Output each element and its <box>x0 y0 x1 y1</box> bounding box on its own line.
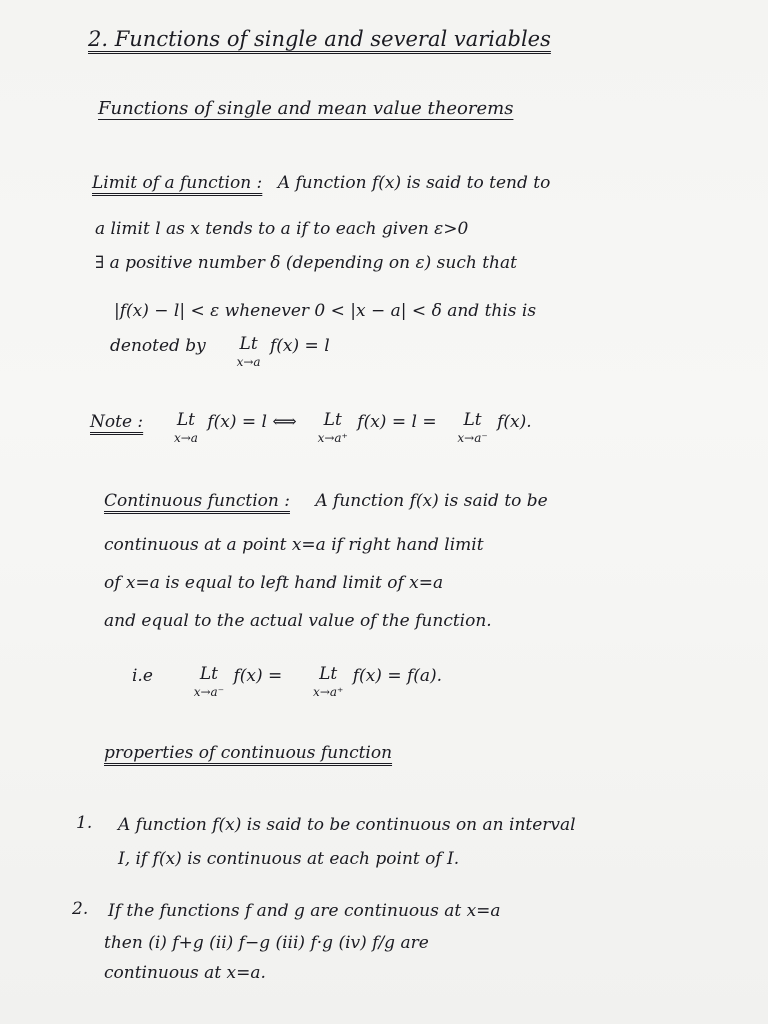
continuous-definition-line-3: of x=a is equal to left hand limit of x=a <box>104 573 444 593</box>
limit-term: Limit of a function : <box>92 173 263 193</box>
property-1-number: 1. <box>76 813 93 833</box>
limit-operator <box>237 336 261 370</box>
note-limit-2-sub: x→a⁺ <box>317 431 348 445</box>
note-limit-2 <box>318 412 348 446</box>
continuous-definition-line-4: and equal to the actual value of the function. <box>104 611 492 631</box>
limit-def-text-1: A function f(x) is said to tend to <box>277 173 551 193</box>
property-2-number: 2. <box>72 899 89 919</box>
limit-definition-line-4: |f(x) − l| < ε whenever 0 < |x − a| < δ and this is <box>114 301 537 321</box>
note-label: Note : <box>90 412 144 432</box>
note-limit-3-top: Lt <box>463 410 482 430</box>
property-2-line-1: If the functions f and g are continuous at x=a <box>108 901 501 921</box>
continuous-term: Continuous function : <box>104 491 290 511</box>
limit-operator-sub: x→a <box>236 355 261 369</box>
limit-definition-line-3: ∃ a positive number δ (depending on ε) such that <box>95 253 517 273</box>
note-limit-3-rhs: f(x). <box>497 412 532 432</box>
property-2-line-2: then (i) f+g (ii) f−g (iii) f·g (iv) f/g are <box>104 933 429 953</box>
continuity-left-limit-rhs: f(x) = <box>233 666 283 686</box>
continuous-definition-line-1 <box>104 490 548 512</box>
note-limit-1-rhs: f(x) = l ⟺ <box>207 412 297 432</box>
limit-definition-line-2: a limit l as x tends to a if to each given ε>0 <box>95 219 469 239</box>
continuity-left-limit <box>194 666 224 700</box>
page-heading: 2. Functions of single and several variables <box>88 27 551 51</box>
note-limit-1 <box>174 412 198 446</box>
property-1-line-1: A function f(x) is said to be continuous on an interval <box>118 815 576 835</box>
denoted-by-text: denoted by <box>110 336 206 356</box>
note-limit-1-top: Lt <box>176 410 195 430</box>
property-1-line-2: I, if f(x) is continuous at each point of I. <box>118 849 460 869</box>
continuity-right-limit-sub: x→a⁺ <box>313 685 344 699</box>
section-subheading: Functions of single and mean value theorems <box>98 98 514 119</box>
ie-text: i.e <box>132 666 153 686</box>
properties-title: properties of continuous function <box>104 743 393 763</box>
limit-operator-top: Lt <box>239 334 258 354</box>
continuous-def-text-1: A function f(x) is said to be <box>315 491 548 511</box>
continuity-left-limit-top: Lt <box>199 664 218 684</box>
continuity-condition-row <box>132 666 442 700</box>
limit-notation-row <box>110 336 330 370</box>
continuity-left-limit-sub: x→a⁻ <box>193 685 225 699</box>
note-limit-2-rhs: f(x) = l = <box>357 412 437 432</box>
limit-rhs: f(x) = l <box>270 336 330 356</box>
note-row <box>90 412 532 446</box>
property-2-line-3: continuous at x=a. <box>104 963 266 983</box>
note-limit-3-sub: x→a⁻ <box>457 431 488 445</box>
note-limit-3 <box>457 412 487 446</box>
continuous-definition-line-2: continuous at a point x=a if right hand limit <box>104 535 484 555</box>
note-limit-2-top: Lt <box>323 410 342 430</box>
continuity-right-limit <box>313 666 343 700</box>
continuity-right-limit-top: Lt <box>319 664 338 684</box>
note-limit-1-sub: x→a <box>173 431 198 445</box>
limit-definition-line-1 <box>92 172 550 194</box>
continuity-right-limit-rhs: f(x) = f(a). <box>352 666 443 686</box>
